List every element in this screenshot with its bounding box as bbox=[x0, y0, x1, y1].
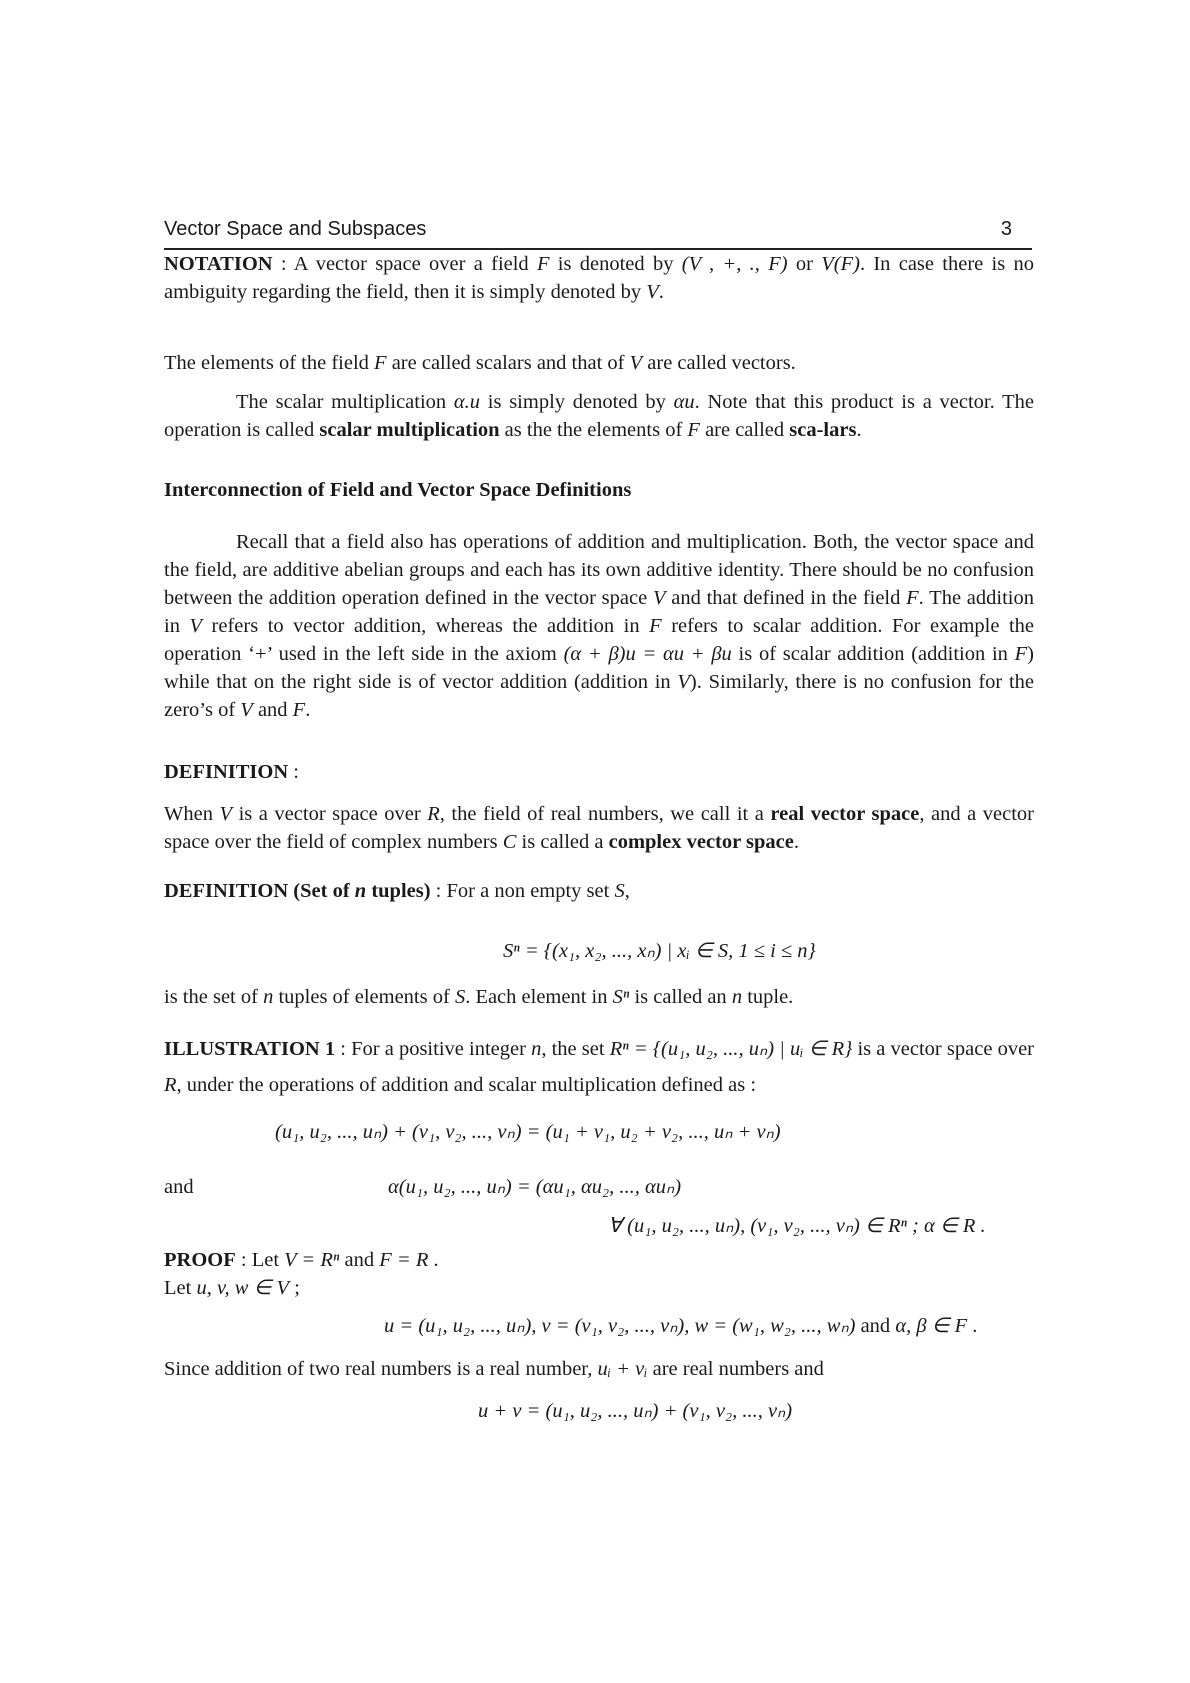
n-tuples-explanation bbox=[164, 983, 1034, 1011]
text: is of scalar addition (addition in bbox=[731, 643, 1015, 665]
text: Let bbox=[164, 1277, 197, 1299]
text: refers to vector addition, whereas the addition in bbox=[202, 615, 650, 637]
equation-vector-addition: (u₁, u₂, ..., uₙ) + (v₁, v₂, ..., vₙ) = (u₁ + v₁, u₂ + v₂, ..., uₙ + vₙ) bbox=[275, 1121, 781, 1143]
math-symbol: F bbox=[649, 615, 662, 637]
bold-term: sca-lars bbox=[789, 419, 857, 441]
running-header bbox=[164, 218, 1032, 250]
text: : Let bbox=[235, 1249, 285, 1271]
definition-label: DEFINITION (Set of bbox=[164, 880, 355, 902]
math-inline: u = (u₁, u₂, ..., uₙ), v = (v₁, v₂, ..., vₙ), w = (w₁, w₂, ..., wₙ) bbox=[384, 1315, 856, 1337]
elements-paragraph bbox=[164, 349, 1034, 377]
proof-since-line bbox=[164, 1355, 1034, 1383]
text: is denoted by bbox=[549, 253, 682, 275]
definition-paragraph bbox=[164, 800, 1034, 856]
text: and bbox=[252, 699, 293, 721]
math-inline: α.u bbox=[453, 391, 481, 413]
text: , the set bbox=[541, 1038, 610, 1060]
notation-label: NOTATION bbox=[164, 253, 273, 275]
text: is a vector space over bbox=[852, 1038, 1034, 1060]
bold-term: complex vector space bbox=[608, 831, 794, 853]
definition-heading bbox=[164, 758, 1034, 786]
math-symbol: R bbox=[164, 1074, 177, 1096]
math-inline: u, v, w ∈ V bbox=[196, 1277, 290, 1299]
text: . bbox=[967, 1315, 978, 1337]
math-symbol: n bbox=[531, 1038, 542, 1060]
math-inline: αu bbox=[673, 391, 695, 413]
math-symbol: V bbox=[677, 671, 690, 693]
text: and that defined in the field bbox=[665, 587, 907, 609]
text: and bbox=[339, 1249, 380, 1271]
text: The scalar multiplication bbox=[236, 391, 454, 413]
math-symbol: R bbox=[427, 803, 440, 825]
text: is called an bbox=[629, 986, 732, 1008]
text: : For a positive integer bbox=[335, 1038, 532, 1060]
text: Recall that a field also has operations of addition and multiplication. Both, the vector space and the field, are additive abelian groups and each has its own additive identity. There should be no confusion between the addition operation defined in the vector space bbox=[164, 531, 1034, 609]
math-symbol: F bbox=[292, 699, 306, 721]
illustration-paragraph bbox=[164, 1031, 1034, 1103]
text: A vector space over a field bbox=[293, 253, 537, 275]
math-symbol: n bbox=[263, 986, 274, 1008]
text: When bbox=[164, 803, 220, 825]
proof-label: PROOF bbox=[164, 1249, 236, 1271]
equation-forall-condition: ∀ (u₁, u₂, ..., uₙ), (v₁, v₂, ..., vₙ) ∈ Rⁿ ; α ∈ R . bbox=[608, 1215, 986, 1237]
text: . bbox=[305, 699, 311, 721]
text: . bbox=[793, 831, 799, 853]
text: tuple. bbox=[742, 986, 794, 1008]
math-symbol: F bbox=[687, 419, 700, 441]
text: . Note that this product is a vector. The operation is called bbox=[164, 391, 1034, 441]
text: and bbox=[855, 1315, 896, 1337]
text: is called a bbox=[516, 831, 609, 853]
proof-let-line bbox=[164, 1274, 1034, 1302]
text: . In case there is no ambiguity regarding the field, then it is simply denoted by bbox=[164, 253, 1034, 303]
text: ) while that on the right side is of vector addition (addition in bbox=[164, 643, 1034, 693]
text: . bbox=[856, 419, 862, 441]
math-symbol: V bbox=[652, 587, 666, 609]
math-symbol: F bbox=[536, 253, 550, 275]
text: , under the operations of addition and scalar multiplication defined as : bbox=[176, 1074, 757, 1096]
math-symbol: V bbox=[189, 615, 202, 637]
text: , and a vector space over the field of complex numbers bbox=[164, 803, 1034, 853]
interconnection-paragraph bbox=[164, 528, 1034, 724]
text: ; bbox=[289, 1277, 300, 1299]
math-inline: Rⁿ = {(u₁, u₂, ..., uₙ) | uᵢ ∈ R} bbox=[609, 1038, 853, 1060]
separator: : bbox=[288, 761, 299, 783]
text: are real numbers and bbox=[647, 1358, 824, 1380]
math-symbol: C bbox=[502, 831, 517, 853]
and-label: and bbox=[164, 1176, 194, 1198]
scalar-multiplication-paragraph bbox=[164, 388, 1034, 444]
math-symbol: V bbox=[629, 352, 643, 374]
equation-sum: u + v = (u₁, u₂, ..., uₙ) + (v₁, v₂, ..., vₙ) bbox=[478, 1400, 793, 1422]
separator: : bbox=[272, 253, 294, 275]
equation-scalar-multiplication: α(u₁, u₂, ..., uₙ) = (αu₁, αu₂, ..., αuₙ) bbox=[388, 1176, 682, 1198]
math-inline: V = Rⁿ bbox=[284, 1249, 340, 1271]
text: is simply denoted by bbox=[480, 391, 674, 413]
math-inline: (α + β)u = αu + βu bbox=[563, 643, 732, 665]
math-symbol: S bbox=[614, 880, 625, 902]
math-symbol: V bbox=[240, 699, 253, 721]
math-symbol: n bbox=[731, 986, 743, 1008]
text: tuples of elements of bbox=[273, 986, 455, 1008]
math-symbol: F bbox=[906, 587, 919, 609]
math-symbol: F bbox=[374, 352, 387, 374]
math-symbol: V bbox=[646, 281, 659, 303]
math-symbol: F bbox=[1014, 643, 1028, 665]
text: , bbox=[624, 880, 630, 902]
math-inline: (V , +, ., F) bbox=[681, 253, 788, 275]
text: : For a non empty set bbox=[430, 880, 615, 902]
definition-label: DEFINITION bbox=[164, 761, 289, 783]
formula-n-tuples: Sⁿ = {(x₁, x₂, ..., xₙ) | xᵢ ∈ S, 1 ≤ i ≤ n} bbox=[503, 940, 816, 962]
bold-term: scalar multiplication bbox=[319, 419, 500, 441]
math-symbol: S bbox=[454, 986, 466, 1008]
chapter-title: Vector Space and Subspaces bbox=[164, 218, 427, 240]
text: , the field of real numbers, we call it a bbox=[439, 803, 771, 825]
math-inline: uᵢ + vᵢ bbox=[597, 1358, 648, 1380]
text: . Each element in bbox=[465, 986, 613, 1008]
text: . bbox=[658, 281, 664, 303]
text: are called bbox=[699, 419, 790, 441]
text: ). Similarly, there is no confusion for the zero’s of bbox=[164, 671, 1034, 721]
text: is a vector space over bbox=[232, 803, 428, 825]
math-symbol: n bbox=[354, 880, 367, 902]
text: Since addition of two real numbers is a real number, bbox=[164, 1358, 598, 1380]
text: is the set of bbox=[164, 986, 264, 1008]
math-symbol: V bbox=[219, 803, 233, 825]
definition-n-tuples bbox=[164, 877, 1034, 905]
math-symbol: V(F) bbox=[821, 253, 860, 275]
section-heading: Interconnection of Field and Vector Space Definitions bbox=[164, 479, 632, 501]
bold-term: real vector space bbox=[770, 803, 920, 825]
text: are called vectors. bbox=[642, 352, 796, 374]
text: refers to scalar addition. For example the operation ‘+’ used in the left side in the axiom bbox=[164, 615, 1034, 665]
notation-paragraph bbox=[164, 250, 1034, 306]
page-number: 3 bbox=[1000, 218, 1012, 240]
text: as the the elements of bbox=[499, 419, 688, 441]
math-inline: F = R bbox=[379, 1249, 429, 1271]
math-inline: α, β ∈ F bbox=[895, 1315, 968, 1337]
text: The elements of the field bbox=[164, 352, 375, 374]
definition-label: tuples) bbox=[366, 880, 431, 902]
illustration-label: ILLUSTRATION 1 bbox=[164, 1038, 336, 1060]
math-inline: Sⁿ bbox=[612, 986, 630, 1008]
text: or bbox=[787, 253, 822, 275]
equation-vector-definitions bbox=[384, 1312, 977, 1340]
text: . bbox=[428, 1249, 439, 1271]
proof-paragraph bbox=[164, 1246, 1034, 1274]
text: are called scalars and that of bbox=[386, 352, 630, 374]
text: . The addition in bbox=[164, 587, 1034, 637]
